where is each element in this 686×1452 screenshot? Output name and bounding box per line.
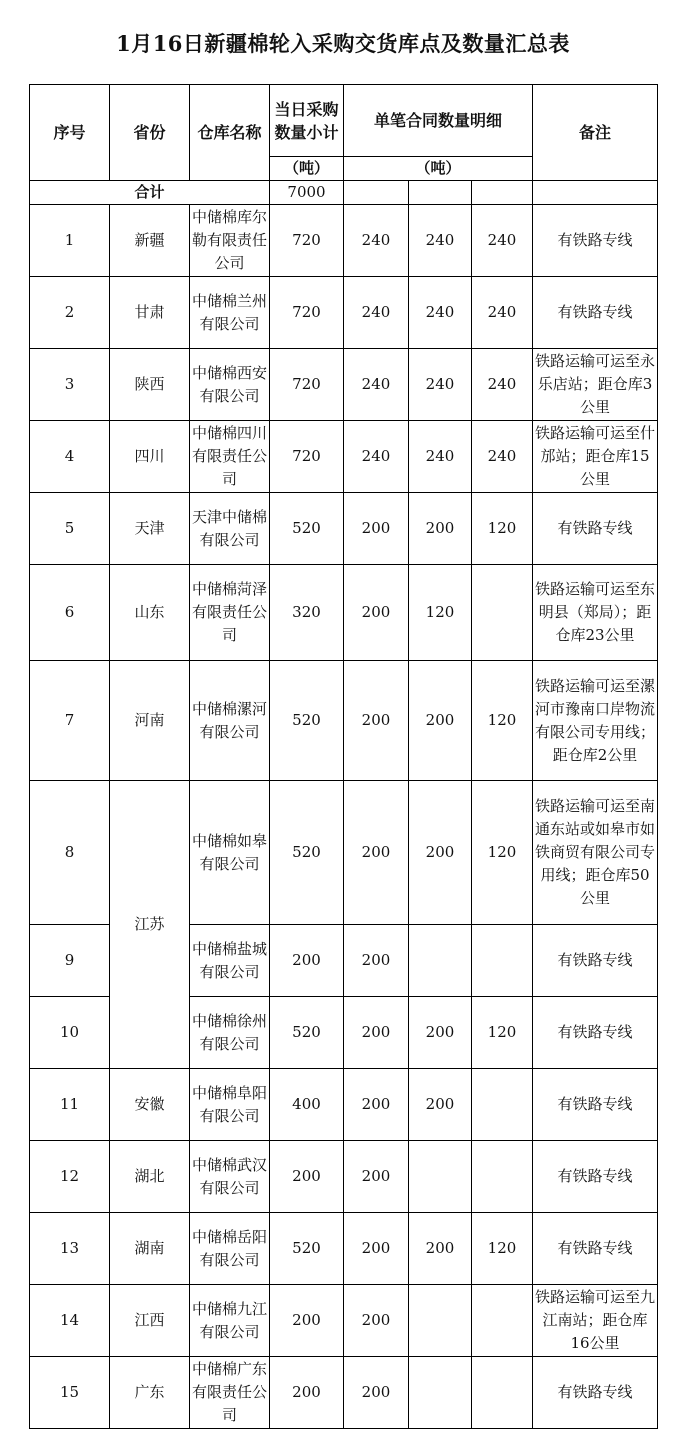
header-unit-total: （吨） xyxy=(270,157,344,181)
remark-cell: 有铁路专线 xyxy=(533,997,658,1069)
detail-cell xyxy=(409,1285,472,1357)
total-cell: 200 xyxy=(270,1357,344,1429)
header-unit-detail: （吨） xyxy=(344,157,533,181)
detail-cell xyxy=(472,925,533,997)
header-seq: 序号 xyxy=(30,85,110,181)
seq-cell: 2 xyxy=(30,277,110,349)
province-cell: 河南 xyxy=(110,661,190,781)
detail-cell: 120 xyxy=(409,565,472,661)
seq-cell: 4 xyxy=(30,421,110,493)
warehouse-cell: 中储棉阜阳有限公司 xyxy=(190,1069,270,1141)
remark-cell: 铁路运输可运至东明县（郑局）；距仓库23公里 xyxy=(533,565,658,661)
detail-cell: 120 xyxy=(472,661,533,781)
remark-cell: 有铁路专线 xyxy=(533,1357,658,1429)
detail-cell: 240 xyxy=(409,205,472,277)
detail-cell: 200 xyxy=(344,493,409,565)
detail-cell: 200 xyxy=(344,781,409,925)
total-cell: 720 xyxy=(270,205,344,277)
header-remark: 备注 xyxy=(533,85,658,181)
remark-cell: 有铁路专线 xyxy=(533,1213,658,1285)
remark-cell: 有铁路专线 xyxy=(533,1141,658,1213)
detail-cell xyxy=(472,1141,533,1213)
detail-cell: 240 xyxy=(472,205,533,277)
total-cell: 200 xyxy=(270,925,344,997)
total-detail-cell xyxy=(472,181,533,205)
seq-cell: 7 xyxy=(30,661,110,781)
detail-cell: 240 xyxy=(409,421,472,493)
seq-cell: 5 xyxy=(30,493,110,565)
warehouse-cell: 中储棉九江有限公司 xyxy=(190,1285,270,1357)
total-cell: 720 xyxy=(270,349,344,421)
table-row xyxy=(30,349,658,421)
province-cell: 甘肃 xyxy=(110,277,190,349)
warehouse-cell: 中储棉如皋有限公司 xyxy=(190,781,270,925)
province-cell: 天津 xyxy=(110,493,190,565)
province-cell: 四川 xyxy=(110,421,190,493)
detail-cell: 240 xyxy=(472,349,533,421)
warehouse-cell: 中储棉广东有限责任公司 xyxy=(190,1357,270,1429)
detail-cell: 240 xyxy=(409,277,472,349)
province-cell: 湖南 xyxy=(110,1213,190,1285)
total-value: 7000 xyxy=(270,181,344,205)
header-warehouse: 仓库名称 xyxy=(190,85,270,181)
detail-cell xyxy=(472,1357,533,1429)
detail-cell: 240 xyxy=(344,421,409,493)
table-row xyxy=(30,565,658,661)
detail-cell: 240 xyxy=(344,349,409,421)
seq-cell: 3 xyxy=(30,349,110,421)
warehouse-cell: 中储棉库尔勒有限责任公司 xyxy=(190,205,270,277)
detail-cell xyxy=(472,1285,533,1357)
remark-cell: 有铁路专线 xyxy=(533,205,658,277)
table-row xyxy=(30,1069,658,1141)
warehouse-cell: 中储棉菏泽有限责任公司 xyxy=(190,565,270,661)
total-cell: 200 xyxy=(270,1141,344,1213)
province-cell: 山东 xyxy=(110,565,190,661)
detail-cell: 200 xyxy=(344,661,409,781)
province-cell: 安徽 xyxy=(110,1069,190,1141)
total-cell: 720 xyxy=(270,421,344,493)
total-cell: 400 xyxy=(270,1069,344,1141)
detail-cell xyxy=(409,1141,472,1213)
table-row xyxy=(30,1213,658,1285)
seq-cell: 15 xyxy=(30,1357,110,1429)
detail-cell xyxy=(409,1357,472,1429)
remark-cell: 铁路运输可运至漯河市豫南口岸物流有限公司专用线；距仓库2公里 xyxy=(533,661,658,781)
total-detail-cell xyxy=(344,181,409,205)
total-cell: 520 xyxy=(270,1213,344,1285)
detail-cell: 200 xyxy=(344,1141,409,1213)
detail-cell: 200 xyxy=(344,925,409,997)
warehouse-cell: 天津中储棉有限公司 xyxy=(190,493,270,565)
detail-cell: 120 xyxy=(472,997,533,1069)
total-cell: 320 xyxy=(270,565,344,661)
detail-cell: 240 xyxy=(344,277,409,349)
detail-cell: 200 xyxy=(344,1285,409,1357)
remark-cell: 铁路运输可运至永乐店站；距仓库3公里 xyxy=(533,349,658,421)
total-remark-cell xyxy=(533,181,658,205)
detail-cell: 200 xyxy=(409,781,472,925)
seq-cell: 14 xyxy=(30,1285,110,1357)
total-detail-cell xyxy=(409,181,472,205)
detail-cell: 240 xyxy=(472,421,533,493)
table-row xyxy=(30,1285,658,1357)
warehouse-cell: 中储棉徐州有限公司 xyxy=(190,997,270,1069)
detail-cell: 200 xyxy=(409,661,472,781)
detail-cell: 200 xyxy=(409,1069,472,1141)
table-row xyxy=(30,205,658,277)
detail-cell: 200 xyxy=(344,1357,409,1429)
page-title: 1月16日新疆棉轮入采购交货库点及数量汇总表 xyxy=(116,31,570,56)
table-row xyxy=(30,781,658,925)
detail-cell xyxy=(472,565,533,661)
total-cell: 520 xyxy=(270,661,344,781)
header-province: 省份 xyxy=(110,85,190,181)
warehouse-cell: 中储棉漯河有限公司 xyxy=(190,661,270,781)
warehouse-cell: 中储棉岳阳有限公司 xyxy=(190,1213,270,1285)
table-row xyxy=(30,1357,658,1429)
warehouse-cell: 中储棉武汉有限公司 xyxy=(190,1141,270,1213)
total-label: 合计 xyxy=(30,181,270,205)
remark-cell: 有铁路专线 xyxy=(533,1069,658,1141)
seq-cell: 9 xyxy=(30,925,110,997)
table-row xyxy=(30,661,658,781)
province-cell: 新疆 xyxy=(110,205,190,277)
detail-cell: 200 xyxy=(344,1069,409,1141)
detail-cell: 240 xyxy=(409,349,472,421)
province-cell: 广东 xyxy=(110,1357,190,1429)
detail-cell: 240 xyxy=(472,277,533,349)
province-cell: 江苏 xyxy=(110,781,190,1069)
remark-cell: 有铁路专线 xyxy=(533,925,658,997)
detail-cell: 200 xyxy=(409,997,472,1069)
detail-cell: 120 xyxy=(472,1213,533,1285)
province-cell: 陕西 xyxy=(110,349,190,421)
province-cell: 湖北 xyxy=(110,1141,190,1213)
total-cell: 720 xyxy=(270,277,344,349)
total-cell: 520 xyxy=(270,997,344,1069)
detail-cell: 240 xyxy=(344,205,409,277)
warehouse-cell: 中储棉兰州有限公司 xyxy=(190,277,270,349)
table-row xyxy=(30,277,658,349)
remark-cell: 有铁路专线 xyxy=(533,493,658,565)
remark-cell: 铁路运输可运至南通东站或如皋市如铁商贸有限公司专用线；距仓库50公里 xyxy=(533,781,658,925)
detail-cell xyxy=(472,1069,533,1141)
total-cell: 520 xyxy=(270,493,344,565)
header-daily-total: 当日采购数量小计 xyxy=(270,85,344,157)
remark-cell: 有铁路专线 xyxy=(533,277,658,349)
seq-cell: 13 xyxy=(30,1213,110,1285)
seq-cell: 6 xyxy=(30,565,110,661)
header-detail: 单笔合同数量明细 xyxy=(344,85,533,157)
detail-cell: 200 xyxy=(344,565,409,661)
summary-table xyxy=(29,84,658,1429)
detail-cell xyxy=(409,925,472,997)
detail-cell: 120 xyxy=(472,493,533,565)
detail-cell: 200 xyxy=(344,1213,409,1285)
province-cell: 江西 xyxy=(110,1285,190,1357)
remark-cell: 铁路运输可运至九江南站；距仓库16公里 xyxy=(533,1285,658,1357)
warehouse-cell: 中储棉盐城有限公司 xyxy=(190,925,270,997)
seq-cell: 11 xyxy=(30,1069,110,1141)
detail-cell: 200 xyxy=(409,493,472,565)
detail-cell: 120 xyxy=(472,781,533,925)
detail-cell: 200 xyxy=(344,997,409,1069)
table-row xyxy=(30,421,658,493)
table-row xyxy=(30,1141,658,1213)
seq-cell: 10 xyxy=(30,997,110,1069)
seq-cell: 8 xyxy=(30,781,110,925)
table-row xyxy=(30,493,658,565)
total-cell: 200 xyxy=(270,1285,344,1357)
seq-cell: 1 xyxy=(30,205,110,277)
detail-cell: 200 xyxy=(409,1213,472,1285)
seq-cell: 12 xyxy=(30,1141,110,1213)
warehouse-cell: 中储棉四川有限责任公司 xyxy=(190,421,270,493)
remark-cell: 铁路运输可运至什邡站；距仓库15公里 xyxy=(533,421,658,493)
warehouse-cell: 中储棉西安有限公司 xyxy=(190,349,270,421)
total-cell: 520 xyxy=(270,781,344,925)
